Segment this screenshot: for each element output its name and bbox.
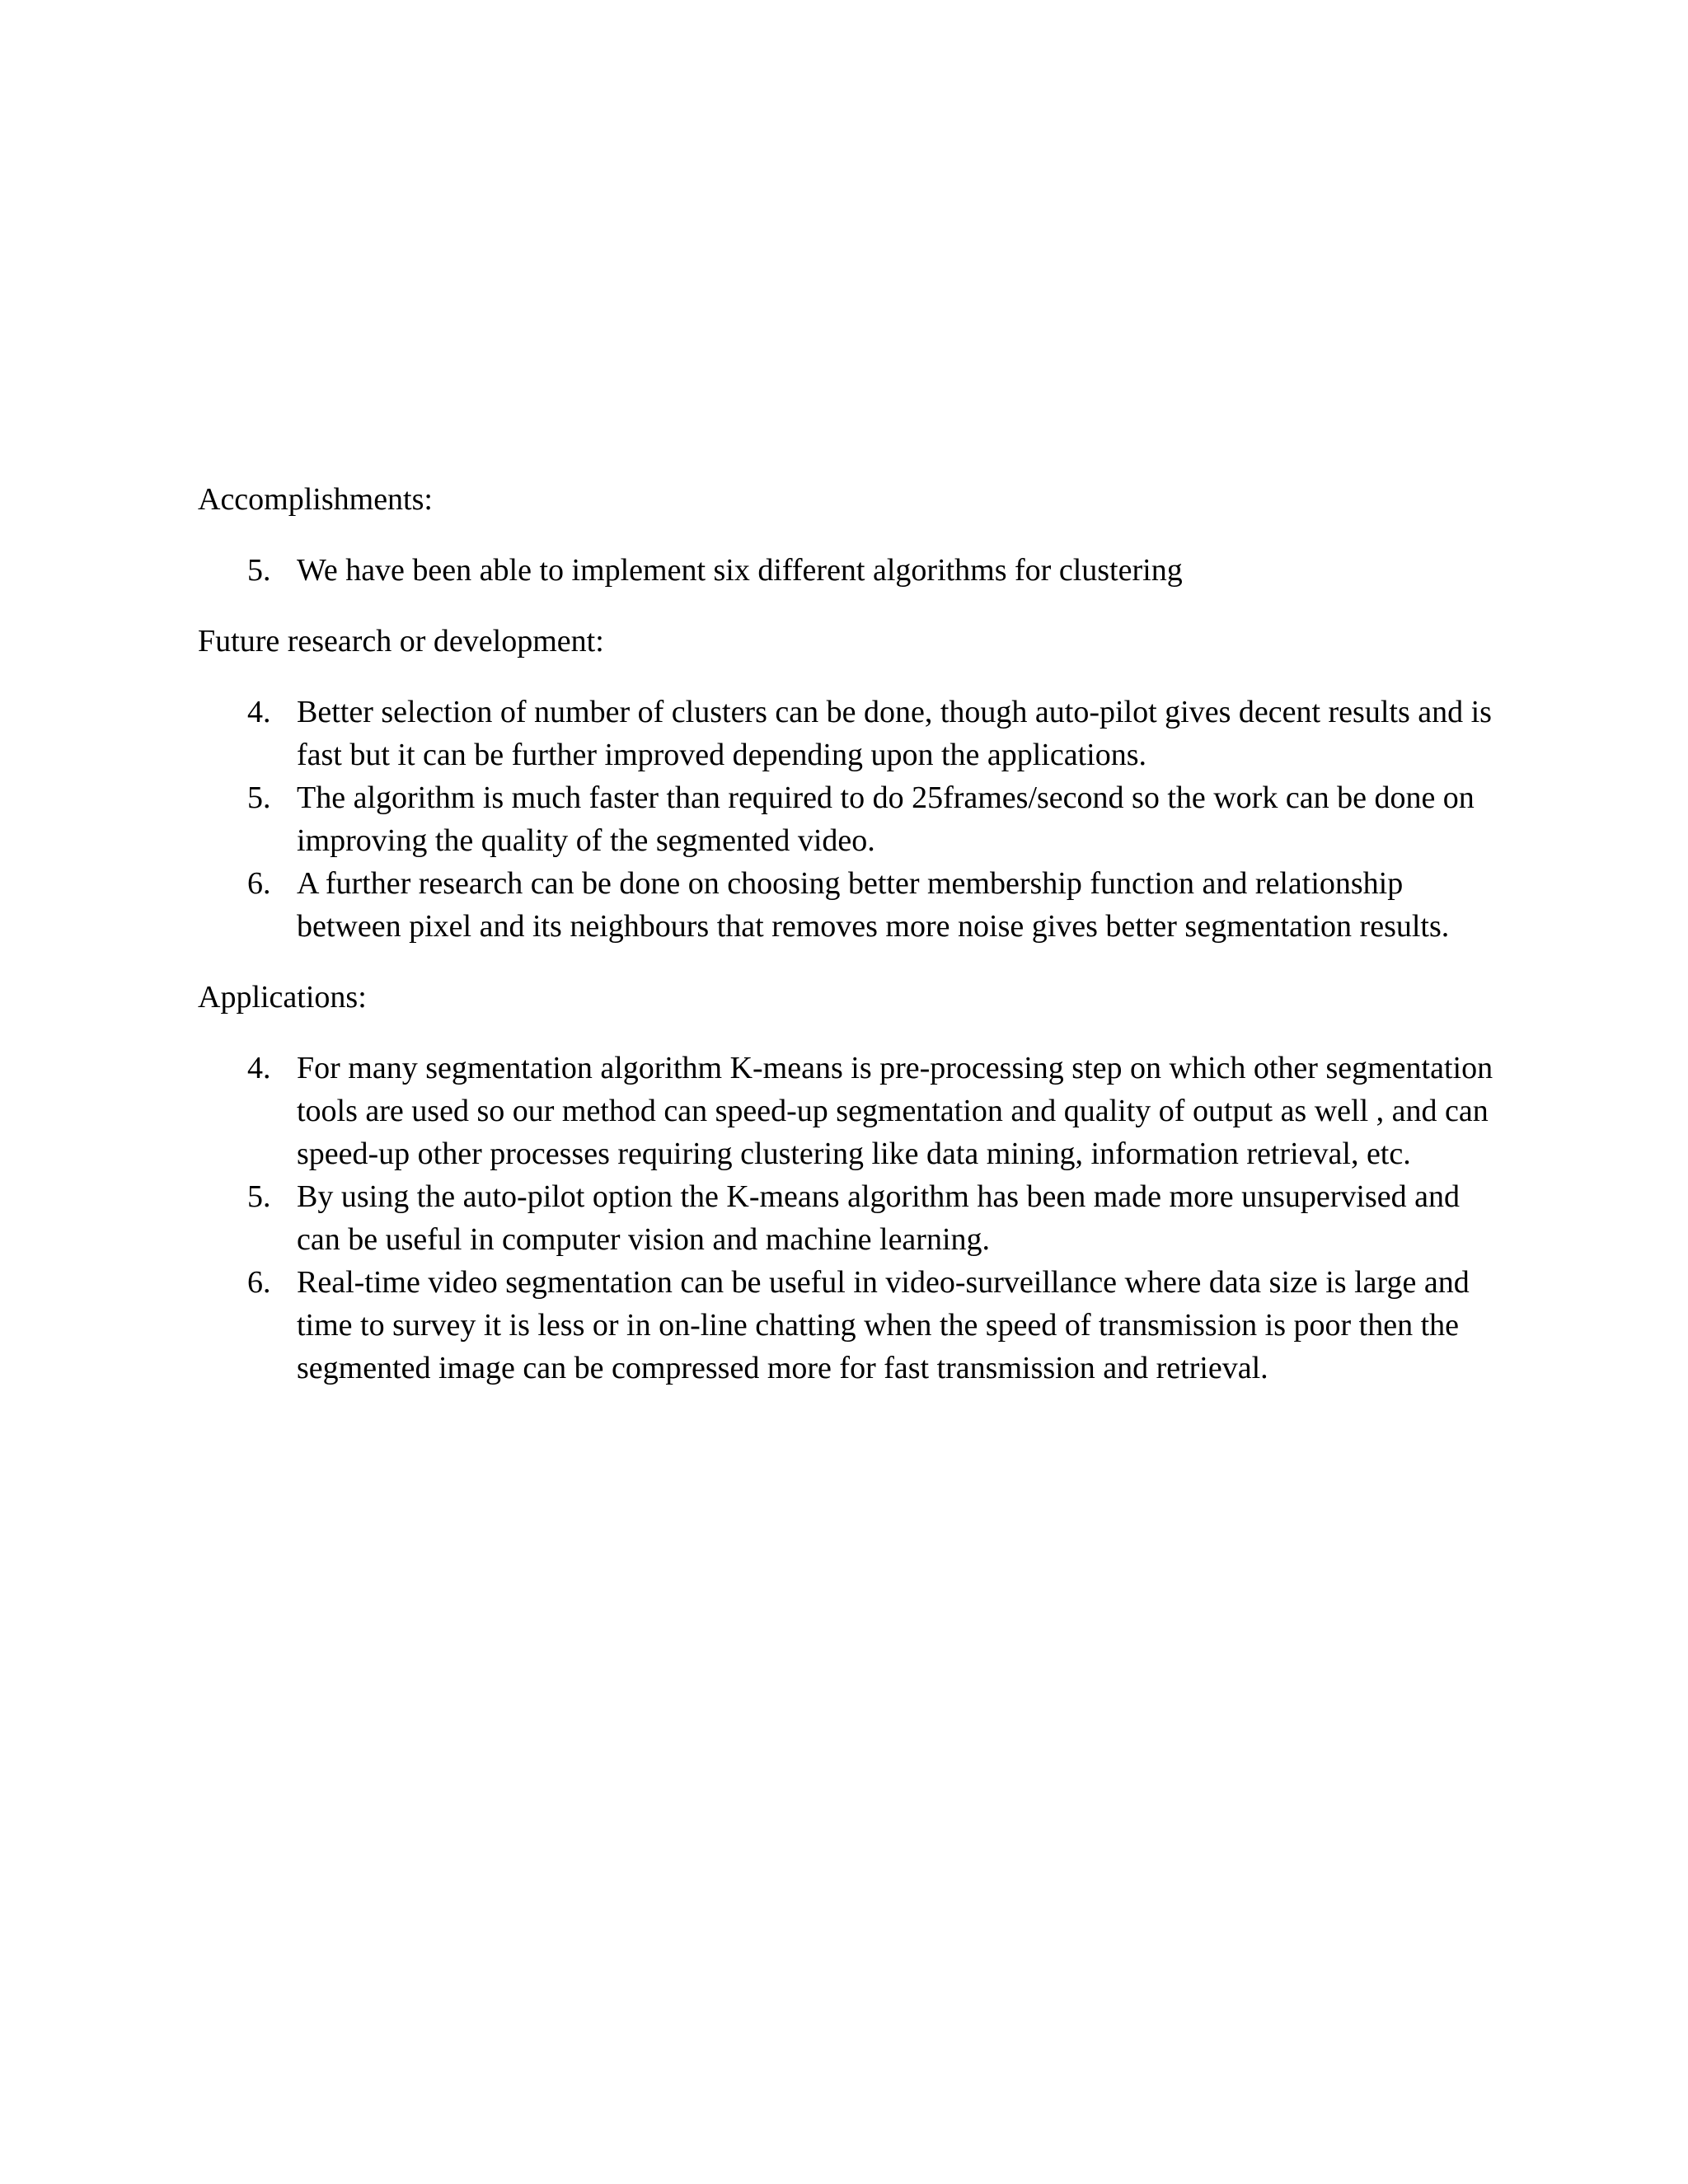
list-text: A further research can be done on choosing better membership function and relationship between pixel and its neighbours that removes more noise gives better segmentation results.: [297, 866, 1450, 944]
list-text: The algorithm is much faster than required to do 25frames/second so the work can be done on improving the quality of the segmented video.: [297, 780, 1475, 858]
section-heading: Accomplishments:: [198, 482, 433, 517]
list-item: [198, 1047, 1500, 1175]
list-item: [198, 691, 1500, 776]
accomplishments-list: [198, 549, 1500, 592]
section-accomplishments: [198, 478, 1500, 592]
list-text: Better selection of number of clusters can be done, though auto-pilot gives decent results and is fast but it can be further improved depending upon the applications.: [297, 695, 1492, 772]
list-number: 5.: [247, 780, 271, 815]
list-item: [198, 1175, 1500, 1261]
list-item: [198, 1261, 1500, 1390]
applications-list: [198, 1047, 1500, 1390]
list-number: 6.: [247, 1265, 271, 1300]
list-text: By using the auto-pilot option the K-means algorithm has been made more unsupervised and can be useful in computer vision and machine learning.: [297, 1179, 1460, 1257]
future-research-list: [198, 691, 1500, 948]
list-item: [198, 776, 1500, 862]
list-number: 5.: [247, 1179, 271, 1214]
list-item: [198, 549, 1500, 592]
section-heading: Applications:: [198, 980, 367, 1015]
list-number: 5.: [247, 553, 271, 588]
list-item: [198, 862, 1500, 948]
list-number: 4.: [247, 695, 271, 729]
section-future-research: [198, 620, 1500, 948]
section-heading: Future research or development:: [198, 624, 604, 658]
list-text: For many segmentation algorithm K-means is pre-processing step on which other segmentation tools are used so our method can speed-up segmentation and quality of output as well , and can speed-up other processes requiring clustering like data mining, information retrieval, etc.: [297, 1051, 1493, 1171]
list-text: Real-time video segmentation can be useful in video-surveillance where data size is large and time to survey it is less or in on-line chatting when the speed of transmission is poor then the segmented image can be compressed more for fast transmission and retrieval.: [297, 1265, 1470, 1385]
list-number: 4.: [247, 1051, 271, 1085]
list-number: 6.: [247, 866, 271, 901]
document-body: [198, 478, 1500, 1418]
section-applications: [198, 976, 1500, 1390]
list-text: We have been able to implement six different algorithms for clustering: [297, 553, 1183, 588]
